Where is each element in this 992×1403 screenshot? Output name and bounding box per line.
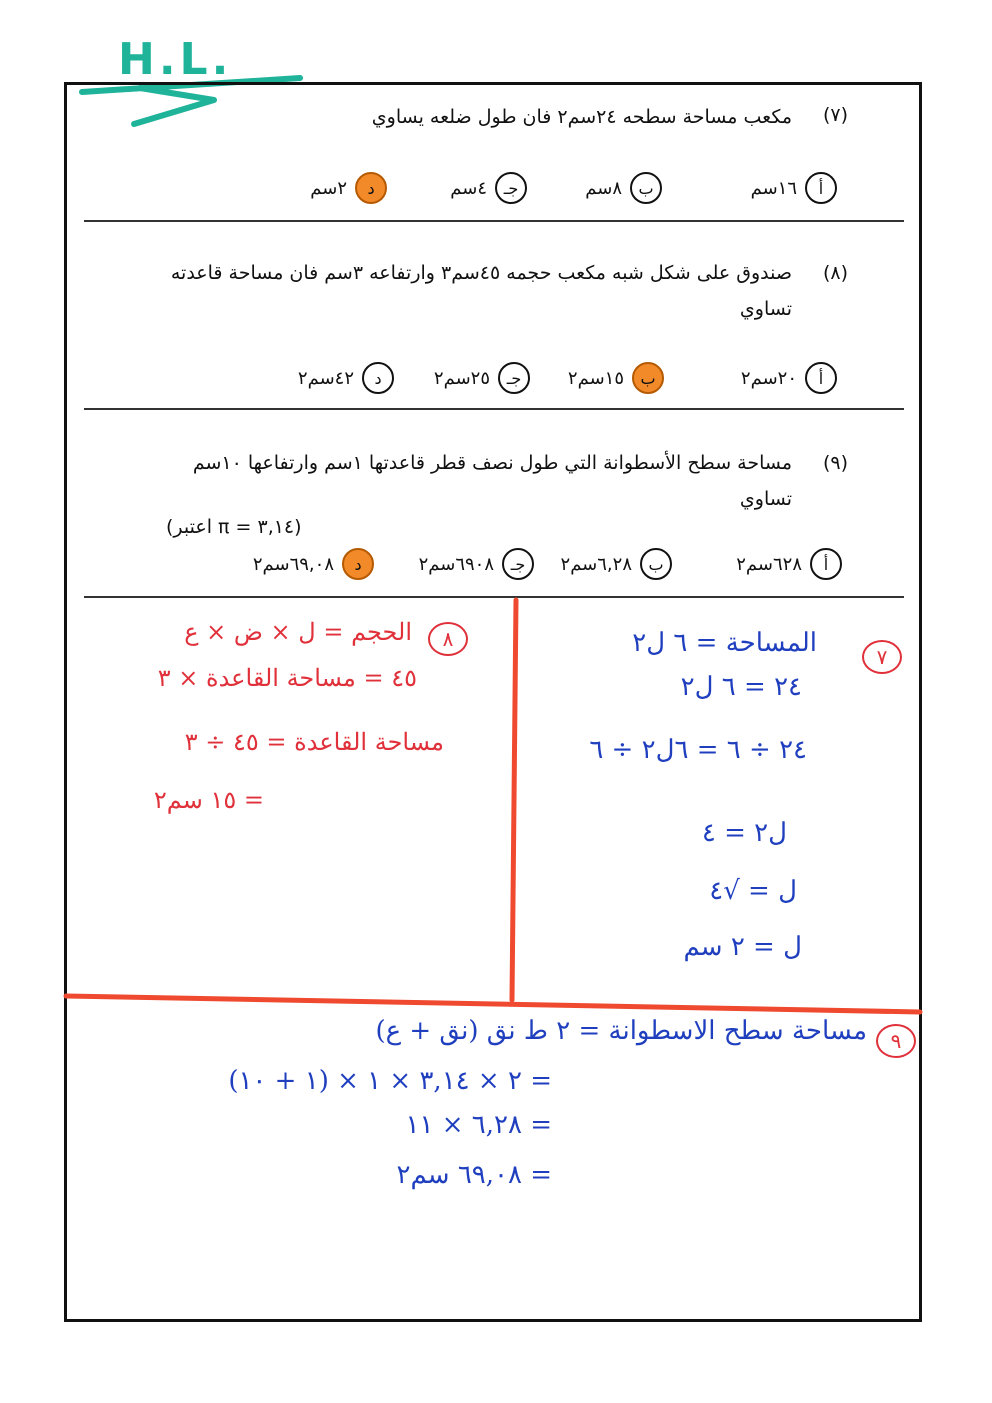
option-letter: أ	[805, 172, 837, 204]
question-9-pi-note: (اعتبر π = ٣,١٤)	[166, 516, 302, 538]
option-value: ٦٩٠٨سم٢	[418, 553, 494, 575]
option-letter-selected: ب	[632, 362, 664, 394]
option-letter: د	[362, 362, 394, 394]
question-8-text-line2: تساوي	[739, 298, 792, 320]
work-q9-line: مساحة سطح الاسطوانة = ٢ ط نق (نق + ع)	[375, 1016, 867, 1046]
work-q7-line: المساحة = ٦ ل٢	[632, 628, 817, 658]
option-value: ٦٩,٠٨سم٢	[252, 553, 334, 575]
option-value: ٢٥سم٢	[433, 367, 490, 389]
question-7-text: مكعب مساحة سطحه ٢٤سم٢ فان طول ضلعه يساوي	[371, 106, 792, 128]
work-q9-label: ٩	[876, 1024, 916, 1058]
work-q9-line: = ٢ × ٣,١٤ × ١ × (١ + ١٠)	[228, 1066, 552, 1096]
work-q8-line: ٤٥ = مساحة القاعدة × ٣	[157, 664, 417, 692]
work-q9-line: = ٦,٢٨ × ١١	[405, 1110, 552, 1140]
option-letter-selected: د	[355, 172, 387, 204]
option-value: ٨سم	[585, 177, 622, 199]
option-letter: جـ	[498, 362, 530, 394]
header-initials: H.L.	[118, 34, 233, 85]
option-value: ٢سم	[310, 177, 347, 199]
work-q8-label: ٨	[428, 622, 468, 656]
question-8-text-line1: صندوق على شكل شبه مكعب حجمه ٤٥سم٣ وارتفاعه ٣سم فان مساحة قاعدته	[170, 262, 792, 284]
option-value: ٤سم	[450, 177, 487, 199]
option-value: ٦٢٨سم٢	[736, 553, 802, 575]
option-letter: أ	[805, 362, 837, 394]
option-value: ٢٠سم٢	[740, 367, 797, 389]
option-letter: جـ	[502, 548, 534, 580]
work-q7-line: ٢٤ ÷ ٦ = ٦ل٢ ÷ ٦	[589, 735, 807, 765]
work-q7-line: ٢٤ = ٦ ل٢	[680, 672, 802, 702]
option-value: ١٥سم٢	[567, 367, 624, 389]
work-q8-line: مساحة القاعدة = ٤٥ ÷ ٣	[184, 728, 444, 756]
option-value: ٤٢سم٢	[297, 367, 354, 389]
option-letter: جـ	[495, 172, 527, 204]
question-9-number: (٩)	[822, 452, 848, 474]
option-value: ١٦سم	[750, 177, 797, 199]
work-q8-line: الحجم = ل × ض × ع	[184, 618, 412, 646]
work-q8-line: = ١٥ سم٢	[153, 786, 264, 814]
work-q7-label: ٧	[862, 640, 902, 674]
option-letter: أ	[810, 548, 842, 580]
option-letter: ب	[640, 548, 672, 580]
question-9-text-line1: مساحة سطح الأسطوانة التي طول نصف قطر قاعدتها ١سم وارتفاعها ١٠سم	[192, 452, 792, 474]
option-letter-selected: د	[342, 548, 374, 580]
work-q7-line: ل = √٤	[709, 876, 797, 906]
question-8-number: (٨)	[822, 262, 848, 284]
question-9-text-line2: تساوي	[739, 488, 792, 510]
question-7-number: (٧)	[822, 104, 848, 126]
work-q7-line: ل٢ = ٤	[701, 818, 787, 848]
option-letter: ب	[630, 172, 662, 204]
work-q9-line: = ٦٩,٠٨ سم٢	[396, 1160, 552, 1190]
option-value: ٦,٢٨سم٢	[560, 553, 632, 575]
work-q7-line: ل = ٢ سم	[683, 932, 802, 962]
